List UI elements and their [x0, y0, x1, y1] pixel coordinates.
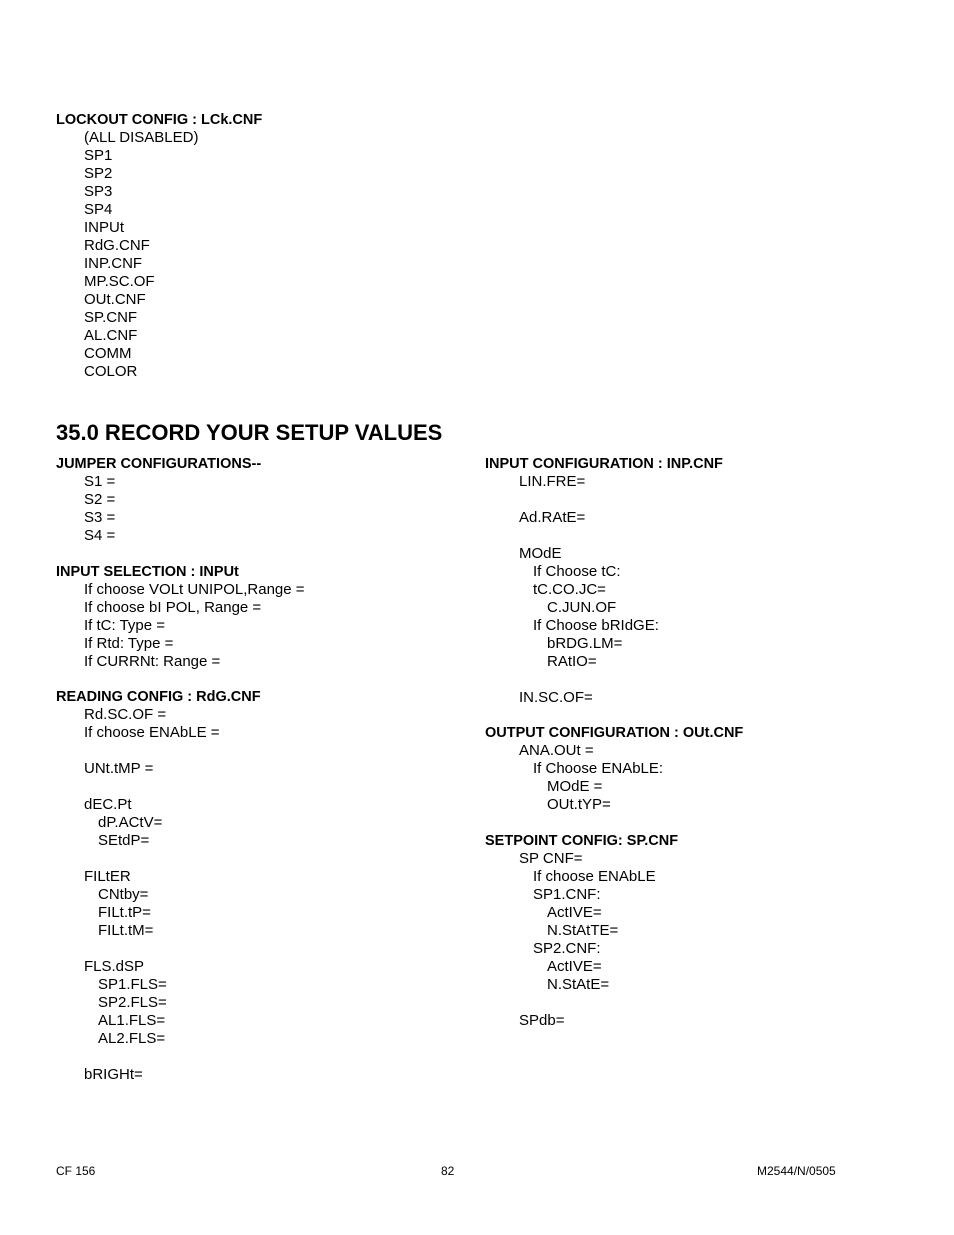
- list-item: SPdb=: [519, 1012, 565, 1029]
- list-item: FILt.tM=: [98, 922, 154, 939]
- list-item: FILt.tP=: [98, 904, 151, 921]
- list-item: C.JUN.OF: [547, 599, 617, 616]
- jumper-heading: JUMPER CONFIGURATIONS--: [56, 456, 262, 472]
- blank-line: [56, 778, 220, 796]
- lockout-list: [84, 129, 199, 381]
- list-item: OUt.tYP=: [547, 796, 611, 813]
- reading-config-heading: READING CONFIG : RdG.CNF: [56, 689, 261, 705]
- list-item: INPUt: [84, 219, 125, 236]
- list-item: If choose ENAbLE =: [84, 724, 220, 741]
- list-item: MOdE: [519, 545, 562, 562]
- list-item: If tC: Type =: [84, 617, 166, 634]
- list-item: If Choose ENAbLE:: [533, 760, 664, 777]
- list-item: dP.ACtV=: [98, 814, 163, 831]
- list-item: MP.SC.OF: [84, 273, 155, 290]
- list-item: N.StAtE=: [547, 976, 610, 993]
- output-config-heading: OUTPUT CONFIGURATION : OUt.CNF: [485, 725, 744, 741]
- list-item: UNt.tMP =: [84, 760, 154, 777]
- list-item: AL2.FLS=: [98, 1030, 166, 1047]
- list-item: SP1: [84, 147, 113, 164]
- list-item: RAtIO=: [547, 653, 597, 670]
- list-item: SEtdP=: [98, 832, 150, 849]
- list-item: OUt.CNF: [84, 291, 146, 308]
- list-item: S4 =: [84, 527, 116, 544]
- footer-page-number: 82: [441, 1164, 455, 1178]
- input-selection-list: [84, 581, 305, 671]
- list-item: RdG.CNF: [84, 237, 150, 254]
- blank-line: [56, 850, 220, 868]
- list-item: dEC.Pt: [84, 796, 132, 813]
- list-item: ANA.OUt =: [519, 742, 594, 759]
- list-item: FILtER: [84, 868, 131, 885]
- lockout-heading: LOCKOUT CONFIG : LCk.CNF: [56, 112, 263, 128]
- list-item: SP CNF=: [519, 850, 583, 867]
- list-item: tC.CO.JC=: [533, 581, 606, 598]
- list-item: FLS.dSP: [84, 958, 145, 975]
- jumper-list: [84, 473, 115, 545]
- list-item: SP3: [84, 183, 113, 200]
- list-item: AL.CNF: [84, 327, 138, 344]
- reading-config-list: [56, 706, 220, 1084]
- list-item: IN.SC.OF=: [519, 689, 593, 706]
- output-config-list: [485, 742, 663, 814]
- input-config-heading: INPUT CONFIGURATION : INP.CNF: [485, 456, 723, 472]
- list-item: S3 =: [84, 509, 116, 526]
- blank-line: [56, 1048, 220, 1066]
- list-item: INP.CNF: [84, 255, 143, 272]
- blank-line: [56, 742, 220, 760]
- list-item: S1 =: [84, 473, 116, 490]
- input-config-list: [485, 473, 659, 707]
- list-item: ActIVE=: [547, 958, 602, 975]
- input-selection-heading: INPUT SELECTION : INPUt: [56, 564, 239, 580]
- list-item: LIN.FRE=: [519, 473, 586, 490]
- list-item: S2 =: [84, 491, 116, 508]
- list-item: SP4: [84, 201, 113, 218]
- list-item: SP2.FLS=: [98, 994, 167, 1011]
- blank-line: [485, 491, 659, 509]
- list-item: CNtby=: [98, 886, 149, 903]
- footer-doc-code: CF 156: [56, 1164, 96, 1178]
- list-item: SP2: [84, 165, 113, 182]
- list-item: (ALL DISABLED): [84, 129, 199, 146]
- list-item: N.StAtTE=: [547, 922, 619, 939]
- list-item: Ad.RAtE=: [519, 509, 586, 526]
- list-item: If Choose bRIdGE:: [533, 617, 659, 634]
- list-item: If CURRNt: Range =: [84, 653, 221, 670]
- footer-revision: M2544/N/0505: [757, 1164, 836, 1178]
- list-item: COLOR: [84, 363, 138, 380]
- blank-line: [485, 994, 656, 1012]
- list-item: If choose bI POL, Range =: [84, 599, 262, 616]
- list-item: SP1.CNF:: [533, 886, 601, 903]
- list-item: SP1.FLS=: [98, 976, 167, 993]
- section-title: 35.0 RECORD YOUR SETUP VALUES: [56, 420, 443, 445]
- blank-line: [485, 671, 659, 689]
- setpoint-config-heading: SETPOINT CONFIG: SP.CNF: [485, 833, 679, 849]
- list-item: SP.CNF: [84, 309, 138, 326]
- setpoint-config-list: [485, 850, 656, 1030]
- list-item: MOdE =: [547, 778, 603, 795]
- list-item: If choose ENAbLE: [533, 868, 656, 885]
- list-item: bRDG.LM=: [547, 635, 623, 652]
- blank-line: [485, 527, 659, 545]
- list-item: AL1.FLS=: [98, 1012, 166, 1029]
- list-item: SP2.CNF:: [533, 940, 601, 957]
- list-item: bRIGHt=: [84, 1066, 143, 1083]
- list-item: If Rtd: Type =: [84, 635, 174, 652]
- list-item: ActIVE=: [547, 904, 602, 921]
- list-item: If choose VOLt UNIPOL,Range =: [84, 581, 305, 598]
- blank-line: [56, 940, 220, 958]
- list-item: If Choose tC:: [533, 563, 621, 580]
- list-item: Rd.SC.OF =: [84, 706, 167, 723]
- list-item: COMM: [84, 345, 132, 362]
